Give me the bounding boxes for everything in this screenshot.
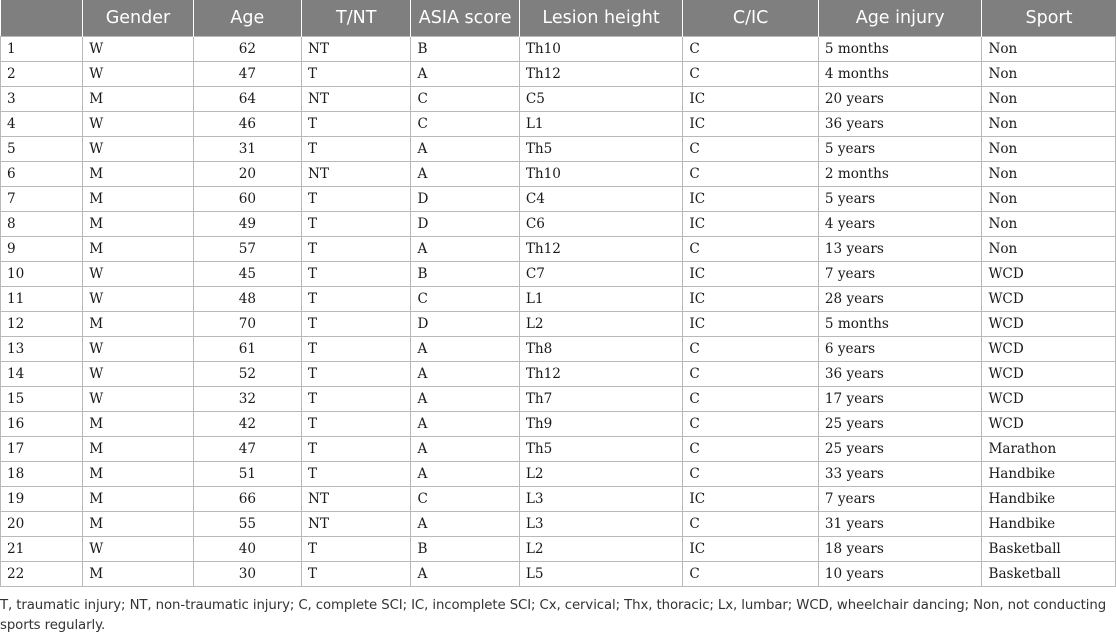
cell-gender: W: [83, 262, 193, 287]
cell-sport: Non: [982, 187, 1116, 212]
cell-sport: WCD: [982, 412, 1116, 437]
cell-gender: M: [83, 512, 193, 537]
cell-age-injury: 25 years: [818, 437, 982, 462]
table-row: [1, 262, 1116, 287]
table-row: [1, 487, 1116, 512]
cell-age-injury: 5 years: [818, 137, 982, 162]
cell-c-ic: C: [683, 412, 818, 437]
cell-t-nt: T: [302, 187, 411, 212]
cell-index: 14: [1, 362, 83, 387]
cell-asia-score: A: [411, 562, 519, 587]
cell-t-nt: T: [302, 337, 411, 362]
table-footnote: T, traumatic injury; NT, non-traumatic injury; C, complete SCI; IC, incomplete SCI; Cx, cervical; Thx, thoracic; Lx, lumbar; WCD, wheelchair dancing; Non, not conducting sports regularly.: [0, 598, 1107, 633]
cell-c-ic: IC: [683, 262, 818, 287]
header-row: [1, 0, 1116, 37]
table-row: [1, 462, 1116, 487]
cell-index: 9: [1, 237, 83, 262]
cell-c-ic: IC: [683, 87, 818, 112]
cell-gender: M: [83, 162, 193, 187]
cell-c-ic: C: [683, 362, 818, 387]
cell-sport: Handbike: [982, 462, 1116, 487]
cell-age: 31: [193, 137, 301, 162]
cell-t-nt: T: [302, 412, 411, 437]
cell-t-nt: T: [302, 262, 411, 287]
cell-gender: M: [83, 437, 193, 462]
cell-t-nt: NT: [302, 487, 411, 512]
cell-gender: W: [83, 37, 193, 62]
cell-c-ic: IC: [683, 487, 818, 512]
cell-t-nt: T: [302, 212, 411, 237]
cell-sport: WCD: [982, 362, 1116, 387]
cell-asia-score: A: [411, 437, 519, 462]
cell-age-injury: 13 years: [818, 237, 982, 262]
cell-c-ic: C: [683, 462, 818, 487]
cell-index: 6: [1, 162, 83, 187]
cell-index: 5: [1, 137, 83, 162]
cell-index: 21: [1, 537, 83, 562]
cell-gender: W: [83, 112, 193, 137]
cell-asia-score: D: [411, 312, 519, 337]
cell-t-nt: T: [302, 287, 411, 312]
cell-c-ic: C: [683, 37, 818, 62]
cell-index: 17: [1, 437, 83, 462]
cell-age: 47: [193, 62, 301, 87]
cell-c-ic: C: [683, 162, 818, 187]
cell-asia-score: A: [411, 462, 519, 487]
cell-t-nt: T: [302, 312, 411, 337]
cell-age-injury: 28 years: [818, 287, 982, 312]
cell-age: 64: [193, 87, 301, 112]
cell-gender: W: [83, 137, 193, 162]
cell-sport: Non: [982, 62, 1116, 87]
cell-t-nt: NT: [302, 162, 411, 187]
table-row: [1, 37, 1116, 62]
cell-gender: M: [83, 312, 193, 337]
cell-age: 70: [193, 312, 301, 337]
cell-age: 48: [193, 287, 301, 312]
cell-age: 47: [193, 437, 301, 462]
cell-asia-score: A: [411, 237, 519, 262]
cell-age-injury: 7 years: [818, 487, 982, 512]
cell-t-nt: NT: [302, 87, 411, 112]
cell-gender: M: [83, 187, 193, 212]
cell-sport: WCD: [982, 312, 1116, 337]
cell-age-injury: 31 years: [818, 512, 982, 537]
cell-sport: Handbike: [982, 512, 1116, 537]
cell-index: 22: [1, 562, 83, 587]
cell-t-nt: T: [302, 462, 411, 487]
cell-age: 45: [193, 262, 301, 287]
cell-index: 8: [1, 212, 83, 237]
cell-age-injury: 10 years: [818, 562, 982, 587]
table-row: [1, 537, 1116, 562]
cell-age: 57: [193, 237, 301, 262]
table-row: [1, 212, 1116, 237]
header-asia-score: ASIA score: [411, 0, 519, 37]
cell-sport: Non: [982, 87, 1116, 112]
cell-age-injury: 20 years: [818, 87, 982, 112]
cell-gender: M: [83, 487, 193, 512]
cell-asia-score: A: [411, 412, 519, 437]
cell-lesion-height: C4: [519, 187, 683, 212]
cell-gender: W: [83, 62, 193, 87]
header-index: [1, 0, 83, 37]
cell-sport: WCD: [982, 337, 1116, 362]
cell-sport: WCD: [982, 262, 1116, 287]
cell-asia-score: A: [411, 62, 519, 87]
cell-sport: WCD: [982, 287, 1116, 312]
cell-sport: Non: [982, 237, 1116, 262]
header-sport: Sport: [982, 0, 1116, 37]
table-body: [1, 37, 1116, 587]
cell-c-ic: C: [683, 237, 818, 262]
cell-age: 60: [193, 187, 301, 212]
cell-index: 11: [1, 287, 83, 312]
cell-lesion-height: L2: [519, 312, 683, 337]
table-row: [1, 287, 1116, 312]
cell-lesion-height: Th5: [519, 137, 683, 162]
table-row: [1, 512, 1116, 537]
cell-lesion-height: Th12: [519, 237, 683, 262]
cell-age: 32: [193, 387, 301, 412]
cell-c-ic: C: [683, 137, 818, 162]
cell-index: 19: [1, 487, 83, 512]
cell-age: 30: [193, 562, 301, 587]
cell-age-injury: 17 years: [818, 387, 982, 412]
cell-age: 40: [193, 537, 301, 562]
cell-lesion-height: L3: [519, 487, 683, 512]
cell-asia-score: C: [411, 287, 519, 312]
table-row: [1, 412, 1116, 437]
table-row: [1, 312, 1116, 337]
cell-c-ic: IC: [683, 537, 818, 562]
table-row: [1, 137, 1116, 162]
cell-age-injury: 4 years: [818, 212, 982, 237]
cell-sport: Non: [982, 162, 1116, 187]
cell-asia-score: B: [411, 262, 519, 287]
cell-gender: W: [83, 362, 193, 387]
cell-t-nt: T: [302, 362, 411, 387]
cell-sport: Basketball: [982, 537, 1116, 562]
cell-c-ic: IC: [683, 287, 818, 312]
cell-t-nt: T: [302, 437, 411, 462]
cell-asia-score: B: [411, 537, 519, 562]
table-row: [1, 437, 1116, 462]
table-row: [1, 337, 1116, 362]
cell-index: 7: [1, 187, 83, 212]
cell-gender: M: [83, 562, 193, 587]
cell-lesion-height: Th12: [519, 62, 683, 87]
header-age: Age: [193, 0, 301, 37]
cell-asia-score: A: [411, 162, 519, 187]
cell-lesion-height: L1: [519, 112, 683, 137]
cell-age-injury: 5 months: [818, 312, 982, 337]
cell-age: 52: [193, 362, 301, 387]
cell-t-nt: T: [302, 62, 411, 87]
table-row: [1, 87, 1116, 112]
cell-t-nt: T: [302, 387, 411, 412]
cell-gender: W: [83, 387, 193, 412]
table-row: [1, 562, 1116, 587]
cell-index: 13: [1, 337, 83, 362]
cell-age: 51: [193, 462, 301, 487]
cell-gender: M: [83, 212, 193, 237]
cell-age-injury: 5 months: [818, 37, 982, 62]
cell-index: 2: [1, 62, 83, 87]
cell-t-nt: NT: [302, 37, 411, 62]
cell-asia-score: D: [411, 187, 519, 212]
cell-age-injury: 7 years: [818, 262, 982, 287]
cell-lesion-height: Th9: [519, 412, 683, 437]
cell-age-injury: 25 years: [818, 412, 982, 437]
header-c-ic: C/IC: [683, 0, 818, 37]
cell-age: 66: [193, 487, 301, 512]
cell-gender: M: [83, 412, 193, 437]
cell-age-injury: 6 years: [818, 337, 982, 362]
cell-t-nt: T: [302, 537, 411, 562]
cell-sport: Marathon: [982, 437, 1116, 462]
cell-index: 3: [1, 87, 83, 112]
cell-lesion-height: Th12: [519, 362, 683, 387]
header-lesion-height: Lesion height: [519, 0, 683, 37]
cell-age: 49: [193, 212, 301, 237]
cell-sport: Basketball: [982, 562, 1116, 587]
cell-sport: Non: [982, 37, 1116, 62]
header-gender: Gender: [83, 0, 193, 37]
cell-c-ic: IC: [683, 112, 818, 137]
cell-sport: Handbike: [982, 487, 1116, 512]
cell-age: 42: [193, 412, 301, 437]
cell-index: 16: [1, 412, 83, 437]
cell-age: 20: [193, 162, 301, 187]
cell-age: 62: [193, 37, 301, 62]
cell-lesion-height: Th10: [519, 37, 683, 62]
cell-lesion-height: Th10: [519, 162, 683, 187]
cell-index: 10: [1, 262, 83, 287]
cell-index: 12: [1, 312, 83, 337]
cell-lesion-height: L3: [519, 512, 683, 537]
table-row: [1, 62, 1116, 87]
cell-age-injury: 2 months: [818, 162, 982, 187]
cell-age-injury: 36 years: [818, 112, 982, 137]
cell-c-ic: IC: [683, 312, 818, 337]
cell-c-ic: IC: [683, 212, 818, 237]
cell-gender: W: [83, 287, 193, 312]
cell-c-ic: C: [683, 512, 818, 537]
cell-c-ic: C: [683, 562, 818, 587]
cell-sport: WCD: [982, 387, 1116, 412]
cell-lesion-height: Th5: [519, 437, 683, 462]
cell-sport: Non: [982, 112, 1116, 137]
cell-gender: W: [83, 337, 193, 362]
table-row: [1, 362, 1116, 387]
cell-c-ic: C: [683, 62, 818, 87]
table-row: [1, 112, 1116, 137]
table-row: [1, 387, 1116, 412]
cell-sport: Non: [982, 137, 1116, 162]
cell-t-nt: NT: [302, 512, 411, 537]
cell-age: 46: [193, 112, 301, 137]
header-age-injury: Age injury: [818, 0, 982, 37]
cell-c-ic: C: [683, 387, 818, 412]
cell-age-injury: 36 years: [818, 362, 982, 387]
cell-asia-score: A: [411, 387, 519, 412]
cell-t-nt: T: [302, 112, 411, 137]
cell-asia-score: A: [411, 362, 519, 387]
table-row: [1, 187, 1116, 212]
cell-index: 18: [1, 462, 83, 487]
cell-lesion-height: Th7: [519, 387, 683, 412]
cell-sport: Non: [982, 212, 1116, 237]
cell-lesion-height: L5: [519, 562, 683, 587]
cell-gender: M: [83, 87, 193, 112]
cell-index: 15: [1, 387, 83, 412]
cell-asia-score: A: [411, 512, 519, 537]
cell-age: 61: [193, 337, 301, 362]
cell-gender: W: [83, 537, 193, 562]
cell-asia-score: D: [411, 212, 519, 237]
cell-index: 20: [1, 512, 83, 537]
header-t-nt: T/NT: [302, 0, 411, 37]
cell-c-ic: C: [683, 337, 818, 362]
cell-gender: M: [83, 462, 193, 487]
cell-age-injury: 33 years: [818, 462, 982, 487]
cell-lesion-height: C7: [519, 262, 683, 287]
cell-c-ic: IC: [683, 187, 818, 212]
cell-asia-score: C: [411, 487, 519, 512]
cell-index: 1: [1, 37, 83, 62]
cell-lesion-height: C6: [519, 212, 683, 237]
cell-asia-score: B: [411, 37, 519, 62]
cell-lesion-height: C5: [519, 87, 683, 112]
cell-asia-score: C: [411, 87, 519, 112]
cell-lesion-height: Th8: [519, 337, 683, 362]
cell-t-nt: T: [302, 137, 411, 162]
cell-lesion-height: L2: [519, 462, 683, 487]
cell-age-injury: 4 months: [818, 62, 982, 87]
cell-index: 4: [1, 112, 83, 137]
cell-age-injury: 18 years: [818, 537, 982, 562]
table-row: [1, 162, 1116, 187]
cell-asia-score: A: [411, 137, 519, 162]
cell-asia-score: C: [411, 112, 519, 137]
cell-asia-score: A: [411, 337, 519, 362]
cell-age-injury: 5 years: [818, 187, 982, 212]
cell-lesion-height: L1: [519, 287, 683, 312]
cell-lesion-height: L2: [519, 537, 683, 562]
cell-t-nt: T: [302, 562, 411, 587]
cell-t-nt: T: [302, 237, 411, 262]
cell-age: 55: [193, 512, 301, 537]
table-row: [1, 237, 1116, 262]
cell-gender: M: [83, 237, 193, 262]
cell-c-ic: C: [683, 437, 818, 462]
